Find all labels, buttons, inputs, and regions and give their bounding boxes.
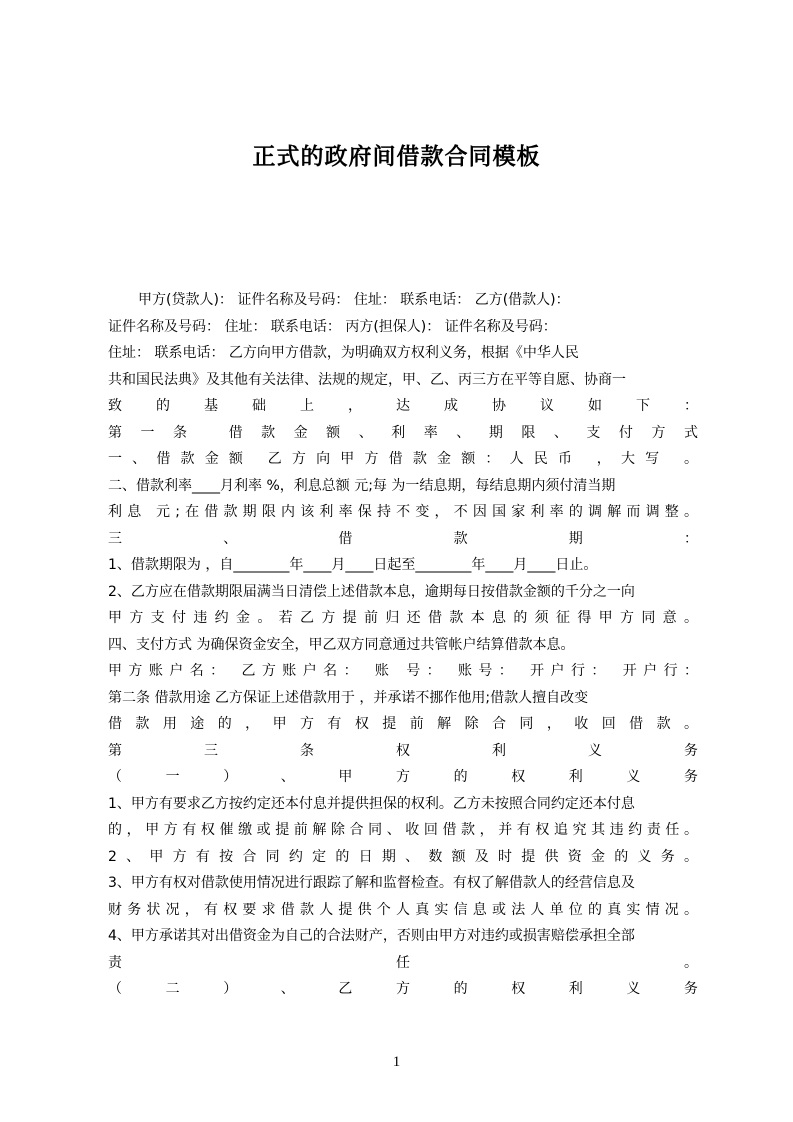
text-line: 责 任 。 <box>108 954 698 971</box>
text-line: 证件名称及号码： 住址： 联系电话： 丙方(担保人)： 证件名称及号码： <box>108 318 557 335</box>
subsection-heading-party-a: （ 一 ） 、 甲 方 的 权 利 义 务 <box>108 769 698 785</box>
text-line: 二、借款利率____月利率 %，利息总额 元;每 为一结息期，每结息期内须付清当期 <box>108 477 616 494</box>
text-line: 第二条 借款用途 乙方保证上述借款用于 ，并承诺不挪作他用;借款人擅自改变 <box>108 689 589 706</box>
text-line: 甲方支付违约金。若乙方提前归还借款本息的须征得甲方同意。 <box>108 610 698 626</box>
text-line: 的，甲方有权催缴或提前解除合同、收回借款，并有权追究其违约责任。 <box>108 822 698 838</box>
text-line: 住址： 联系电话： 乙方向甲方借款，为明确双方权利义务，根据《中华人民 <box>108 345 579 361</box>
text-line: 2、乙方应在借款期限届满当日清偿上述借款本息，逾期每日按借款金额的千分之一向 <box>108 583 635 600</box>
text-line: 1、甲方有要求乙方按约定还本付息并提供担保的权利。乙方未按照合同约定还本付息 <box>108 795 635 812</box>
text-line: 1、借款期限为 ，自________年____月____日起至________年____月____日止。 <box>108 557 598 573</box>
subsection-heading-party-b: （ 二 ） 、 乙 方 的 权 利 义 务 <box>108 981 698 997</box>
section-heading-article-3: 第 三 条 权 利 义 务 <box>108 742 698 759</box>
text-line: 致 的 基 础 上 ， 达 成 协 议 如 下 ： <box>108 398 698 414</box>
text-line: 四、支付方式 为确保资金安全，甲乙双方同意通过共管帐户结算借款本息。 <box>108 636 575 653</box>
contract-body <box>108 287 698 1003</box>
text-line: 4、甲方承诺其对出借资金为自己的合法财产，否则由甲方对违约或损害赔偿承担全部 <box>108 928 635 944</box>
section-heading-loan-term: 三 、 借 款 期 ： <box>108 530 698 547</box>
section-heading-article-1: 第一条 借款金额、利率、期限、支付方式 <box>108 424 698 441</box>
text-line: 3、甲方有权对借款使用情况进行跟踪了解和监督检查。有权了解借款人的经营信息及 <box>108 875 635 891</box>
text-line: 2、甲方有按合同约定的日期、数额及时提供资金的义务。 <box>108 848 698 865</box>
text-line-party-a: 甲方(贷款人)： 证件名称及号码： 住址： 联系电话： 乙方(借款人)： <box>138 292 570 308</box>
page-title: 正式的政府间借款合同模板 <box>252 144 541 170</box>
text-line: 共和国民法典》及其他有关法律、法规的规定，甲、乙、丙三方在平等自愿、协商一 <box>108 371 626 388</box>
text-line: 甲方账户名： 乙方账户名： 账 号： 账号： 开户行： 开户行： <box>108 663 698 679</box>
text-line: 借款用途的，甲方有权提前解除合同，收回借款。 <box>108 716 698 732</box>
text-line: 财务状况，有权要求借款人提供个人真实信息或法人单位的真实情况。 <box>108 901 698 918</box>
page-number: 1 <box>392 1054 401 1070</box>
text-line: 利息 元;在借款期限内该利率保持不变，不因国家利率的调解而调整。 <box>108 504 698 520</box>
text-line: 一、借款金额 乙方向甲方借款金额：人民币 ，大写 。 <box>108 451 698 467</box>
